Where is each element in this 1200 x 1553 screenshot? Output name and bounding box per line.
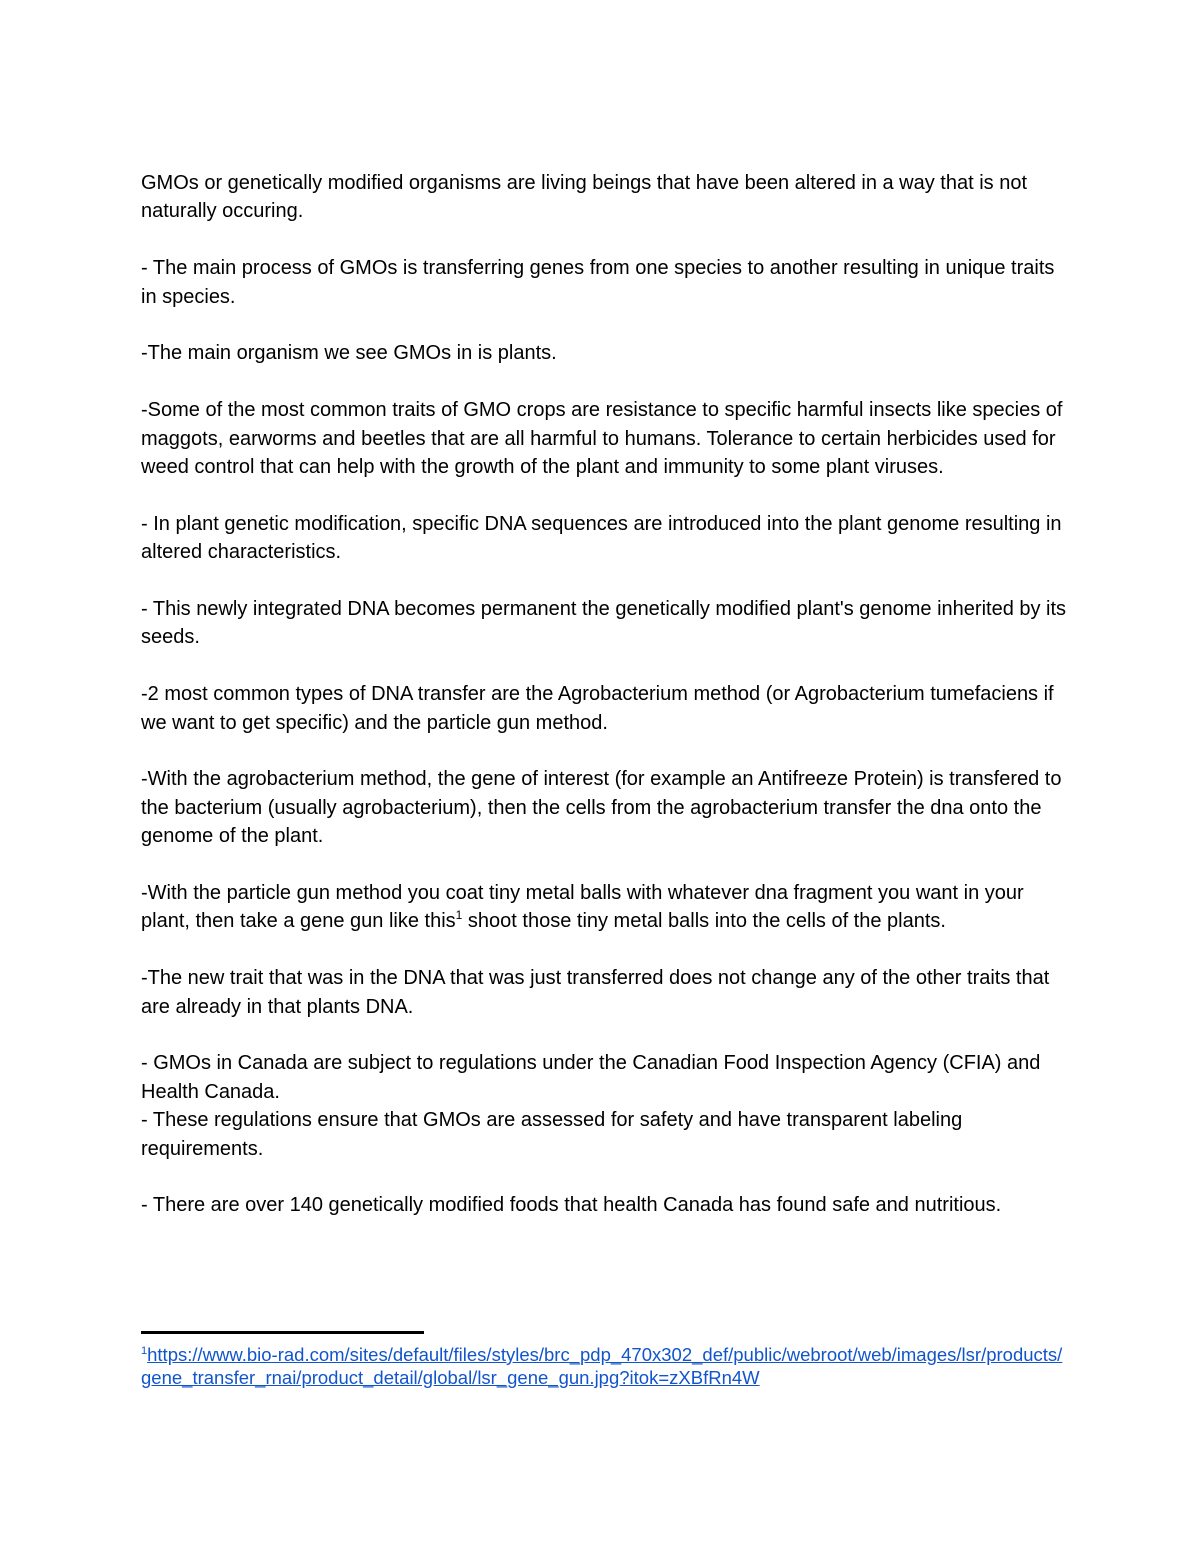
paragraph-agrobacterium-method: -With the agrobacterium method, the gene of interest (for example an Antifreeze Protein) is transfered to the bacterium (usually agrobacterium), then the cells from the agrobacterium transfer the dna onto the genome of the plant. <box>141 768 1062 848</box>
paragraph-gap <box>141 936 1071 964</box>
paragraph-gap <box>141 652 1071 680</box>
paragraph-transfer-types: -2 most common types of DNA transfer are the Agrobacterium method (or Agrobacterium tumefaciens if we want to get specific) and the particle gun method. <box>141 683 1054 734</box>
paragraph-gap <box>141 851 1071 879</box>
paragraph-new-trait: -The new trait that was in the DNA that was just transferred does not change any of the other traits that are already in that plants DNA. <box>141 967 1050 1018</box>
paragraph-intro: GMOs or genetically modified organisms are living beings that have been altered in a way that is not naturally occuring. <box>141 172 1028 223</box>
paragraph-canada-regulations: - GMOs in Canada are subject to regulations under the Canadian Food Inspection Agency (CFIA) and Health Canada. <box>141 1052 1041 1103</box>
paragraph-common-traits: -Some of the most common traits of GMO crops are resistance to specific harmful insects like species of maggots, earworms and beetles that are all harmful to humans. Tolerance to certain herbicides used for weed control that can help with the growth of the plant and immunity to some plant viruses. <box>141 399 1063 479</box>
paragraph-gap <box>141 567 1071 595</box>
paragraph-particle-gun-method: -With the particle gun method you coat tiny metal balls with whatever dna fragment you want in your plant, then take a gene gun like this$^1$ shoot those tiny metal balls into the cells of the plants. <box>141 882 1024 933</box>
paragraph-gap <box>141 1163 1071 1191</box>
paragraph-gene-transfer: - The main process of GMOs is transferring genes from one species to another resulting in unique traits in species. <box>141 257 1055 308</box>
paragraph-gap <box>141 226 1071 254</box>
paragraph-gap <box>141 737 1071 765</box>
footnote <box>141 1343 1071 1389</box>
footnote-link[interactable]: https://www.bio-rad.com/sites/default/files/styles/brc_pdp_470x302_def/public/webroot/web/images/lsr/products/gene_transfer_rnai/product_detail/global/lsr_gene_gun.jpg?itok=zXBfRn4W <box>141 1344 1063 1388</box>
paragraph-gap <box>141 368 1071 396</box>
paragraph-gap <box>141 1021 1071 1049</box>
footnote-marker: 1 <box>141 1345 148 1357</box>
footnote-separator <box>141 1331 424 1334</box>
document-body <box>141 169 1071 1220</box>
paragraph-integrated-dna: - This newly integrated DNA becomes permanent the genetically modified plant's genome inherited by its seeds. <box>141 598 1067 649</box>
paragraph-plant-modification: - In plant genetic modification, specific DNA sequences are introduced into the plant genome resulting in altered characteristics. <box>141 512 1062 564</box>
footnote-reference[interactable]: 1 <box>455 908 463 923</box>
paragraph-gap <box>141 481 1071 509</box>
paragraph-approved-foods: - There are over 140 genetically modified foods that health Canada has found safe and nutritious. <box>141 1194 1002 1217</box>
paragraph-main-organism: -The main organism we see GMOs in is plants. <box>141 342 557 365</box>
paragraph-gap <box>141 311 1071 339</box>
paragraph-regulation-labeling: - These regulations ensure that GMOs are assessed for safety and have transparent labeling requirements. <box>141 1109 963 1160</box>
